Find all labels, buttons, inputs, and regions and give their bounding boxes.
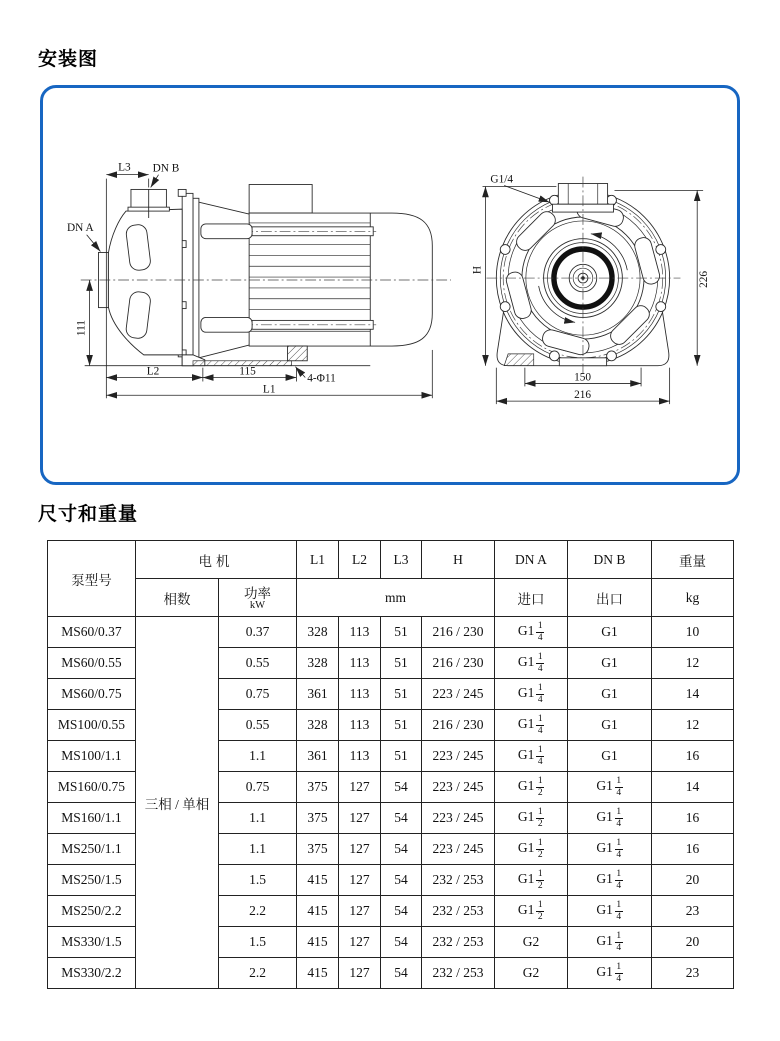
cell-dnb: G1 $\frac{1}{4}$ (568, 834, 652, 865)
cell-dnb: G1 (568, 679, 652, 710)
cell-model: MS60/0.37 (48, 617, 136, 648)
cell-model: MS250/2.2 (48, 896, 136, 927)
cell-h: 223 / 245 (422, 834, 495, 865)
cell-h: 223 / 245 (422, 741, 495, 772)
cell-weight: 14 (652, 772, 734, 803)
cell-l1: 415 (297, 896, 339, 927)
cell-l3: 54 (381, 896, 422, 927)
cell-model: MS330/2.2 (48, 958, 136, 989)
header-power (219, 579, 297, 617)
cell-power: 2.2 (219, 896, 297, 927)
header-phases: 相数 (136, 579, 219, 617)
header-mm: mm (297, 579, 495, 617)
installation-diagram-box (40, 85, 740, 485)
cell-l3: 54 (381, 772, 422, 803)
cell-dna: G1 $\frac{1}{2}$ (495, 896, 568, 927)
power-unit-label: kW (249, 599, 266, 611)
dim-dna-label: DN A (66, 221, 94, 234)
cell-weight: 16 (652, 741, 734, 772)
cell-h: 223 / 245 (422, 772, 495, 803)
cell-dnb: G1 $\frac{1}{4}$ (568, 803, 652, 834)
cell-l1: 375 (297, 772, 339, 803)
header-row-1 (48, 541, 734, 579)
cell-weight: 10 (652, 617, 734, 648)
cell-model: MS60/0.55 (48, 648, 136, 679)
cell-l3: 51 (381, 741, 422, 772)
cell-l2: 113 (339, 710, 381, 741)
cell-h: 232 / 253 (422, 927, 495, 958)
header-pump-model: 泵型号 (48, 541, 136, 617)
dim-111-label: 111 (75, 320, 88, 337)
cell-dna: G1 $\frac{1}{4}$ (495, 679, 568, 710)
cell-dna: G2 (495, 958, 568, 989)
cell-dnb: G1 (568, 741, 652, 772)
dim-g14-label: G1/4 (490, 173, 514, 186)
cell-dnb: G1 (568, 648, 652, 679)
cell-dna: G1 $\frac{1}{2}$ (495, 772, 568, 803)
cell-power: 0.75 (219, 772, 297, 803)
cell-weight: 20 (652, 865, 734, 896)
cell-power: 2.2 (219, 958, 297, 989)
fraction: $\frac{1}{4}$ (616, 931, 622, 953)
support-bracket-lower (201, 317, 252, 332)
dim-h-label: H (471, 265, 484, 275)
fraction: $\frac{1}{4}$ (537, 745, 543, 767)
cell-dna: G1 $\frac{1}{4}$ (495, 710, 568, 741)
dim-dnb-label: DN B (152, 162, 180, 175)
cell-l1: 415 (297, 865, 339, 896)
cell-l1: 415 (297, 927, 339, 958)
cell-l3: 51 (381, 679, 422, 710)
cell-l2: 127 (339, 803, 381, 834)
cell-power: 1.1 (219, 834, 297, 865)
support-bracket-upper (201, 224, 252, 239)
header-motor: 电机 (136, 541, 297, 579)
cell-model: MS60/0.75 (48, 679, 136, 710)
dim-holes-label: 4-Φ11 (307, 372, 336, 385)
pump-casing (98, 209, 182, 355)
cell-l2: 127 (339, 772, 381, 803)
side-view (67, 162, 451, 398)
fraction: $\frac{1}{2}$ (537, 807, 543, 829)
cell-l1: 375 (297, 834, 339, 865)
cell-l2: 127 (339, 896, 381, 927)
fraction: $\frac{1}{4}$ (616, 807, 622, 829)
cell-l3: 54 (381, 865, 422, 896)
fraction: $\frac{1}{2}$ (537, 776, 543, 798)
cell-h: 216 / 230 (422, 710, 495, 741)
cell-h: 216 / 230 (422, 617, 495, 648)
cell-weight: 12 (652, 648, 734, 679)
cell-l2: 127 (339, 865, 381, 896)
cell-power: 1.1 (219, 741, 297, 772)
header-weight: 重量 (652, 541, 734, 579)
cell-h: 232 / 253 (422, 865, 495, 896)
header-l1: L1 (297, 541, 339, 579)
cell-dnb: G1 $\frac{1}{4}$ (568, 927, 652, 958)
header-l3: L3 (381, 541, 422, 579)
cell-l1: 415 (297, 958, 339, 989)
dim-115-label: 115 (239, 365, 256, 378)
cell-l2: 113 (339, 741, 381, 772)
header-l2: L2 (339, 541, 381, 579)
cell-model: MS160/1.1 (48, 803, 136, 834)
cell-l1: 328 (297, 648, 339, 679)
cell-l1: 375 (297, 803, 339, 834)
cell-phase: 三相 / 单相 (136, 617, 219, 989)
dim-l1-label: L1 (262, 383, 276, 396)
dim-l2-label: L2 (146, 365, 160, 378)
cell-dnb: G1 $\frac{1}{4}$ (568, 772, 652, 803)
cell-l3: 54 (381, 803, 422, 834)
cell-weight: 16 (652, 834, 734, 865)
cell-model: MS330/1.5 (48, 927, 136, 958)
cell-weight: 20 (652, 927, 734, 958)
section-title-installation: 安装图 (38, 49, 99, 70)
power-label: 功率 (244, 585, 271, 601)
cell-l1: 328 (297, 617, 339, 648)
mounting-feet (182, 346, 307, 366)
spec-table-body (48, 617, 734, 989)
header-h: H (422, 541, 495, 579)
cell-dnb: G1 $\frac{1}{4}$ (568, 896, 652, 927)
cell-dna: G1 $\frac{1}{2}$ (495, 865, 568, 896)
cell-l2: 113 (339, 679, 381, 710)
cell-l2: 127 (339, 834, 381, 865)
cell-l1: 328 (297, 710, 339, 741)
header-inlet: 进口 (495, 579, 568, 617)
cell-l3: 54 (381, 834, 422, 865)
cell-h: 223 / 245 (422, 803, 495, 834)
fraction: $\frac{1}{4}$ (616, 962, 622, 984)
cell-h: 223 / 245 (422, 679, 495, 710)
cell-power: 1.1 (219, 803, 297, 834)
fraction: $\frac{1}{4}$ (537, 714, 543, 736)
cell-weight: 14 (652, 679, 734, 710)
cell-l2: 113 (339, 617, 381, 648)
cell-dnb: G1 (568, 710, 652, 741)
cell-model: MS250/1.1 (48, 834, 136, 865)
cell-dna: G2 (495, 927, 568, 958)
cell-dna: G1 $\frac{1}{4}$ (495, 617, 568, 648)
cell-dna: G1 $\frac{1}{2}$ (495, 834, 568, 865)
cell-weight: 23 (652, 958, 734, 989)
fraction: $\frac{1}{4}$ (616, 838, 622, 860)
fraction: $\frac{1}{2}$ (537, 900, 543, 922)
cell-model: MS250/1.5 (48, 865, 136, 896)
fraction: $\frac{1}{4}$ (537, 683, 543, 705)
dim-l3-label: L3 (118, 161, 131, 174)
cell-power: 0.75 (219, 679, 297, 710)
cell-dna: G1 $\frac{1}{4}$ (495, 648, 568, 679)
cell-h: 232 / 253 (422, 896, 495, 927)
header-kg: kg (652, 579, 734, 617)
cell-power: 0.55 (219, 648, 297, 679)
front-view (472, 174, 710, 405)
cell-l3: 54 (381, 927, 422, 958)
cell-h: 232 / 253 (422, 958, 495, 989)
installation-drawing (43, 88, 731, 476)
cell-dnb: G1 $\frac{1}{4}$ (568, 865, 652, 896)
section-title-dimensions: 尺寸和重量 (38, 504, 139, 525)
cell-weight: 12 (652, 710, 734, 741)
cell-l2: 127 (339, 927, 381, 958)
fraction: $\frac{1}{4}$ (616, 776, 622, 798)
cell-weight: 23 (652, 896, 734, 927)
cell-power: 0.37 (219, 617, 297, 648)
cell-l1: 361 (297, 741, 339, 772)
fraction: $\frac{1}{4}$ (616, 900, 622, 922)
cell-dnb: G1 (568, 617, 652, 648)
cell-model: MS100/0.55 (48, 710, 136, 741)
cell-l3: 51 (381, 648, 422, 679)
cell-dna: G1 $\frac{1}{2}$ (495, 803, 568, 834)
cell-model: MS160/0.75 (48, 772, 136, 803)
table-row (48, 617, 734, 648)
cell-power: 0.55 (219, 710, 297, 741)
dim-226-label: 226 (698, 270, 711, 288)
fraction: $\frac{1}{4}$ (537, 621, 543, 643)
cell-power: 1.5 (219, 927, 297, 958)
cell-h: 216 / 230 (422, 648, 495, 679)
fraction: $\frac{1}{2}$ (537, 838, 543, 860)
header-dn-b: DN B (568, 541, 652, 579)
cell-dna: G1 $\frac{1}{4}$ (495, 741, 568, 772)
dim-150-label: 150 (574, 371, 592, 384)
fraction: $\frac{1}{4}$ (537, 652, 543, 674)
dimensions-weight-table (47, 540, 734, 989)
fraction: $\frac{1}{4}$ (616, 869, 622, 891)
cell-model: MS100/1.1 (48, 741, 136, 772)
cell-l3: 54 (381, 958, 422, 989)
cell-weight: 16 (652, 803, 734, 834)
cell-l2: 113 (339, 648, 381, 679)
header-row-2 (48, 579, 734, 617)
terminal-box (249, 185, 312, 214)
cell-dnb: G1 $\frac{1}{4}$ (568, 958, 652, 989)
dim-216-label: 216 (574, 389, 592, 402)
cell-l3: 51 (381, 710, 422, 741)
header-dn-a: DN A (495, 541, 568, 579)
cell-l1: 361 (297, 679, 339, 710)
header-outlet: 出口 (568, 579, 652, 617)
cell-l3: 51 (381, 617, 422, 648)
fraction: $\frac{1}{2}$ (537, 869, 543, 891)
cell-power: 1.5 (219, 865, 297, 896)
cell-l2: 127 (339, 958, 381, 989)
